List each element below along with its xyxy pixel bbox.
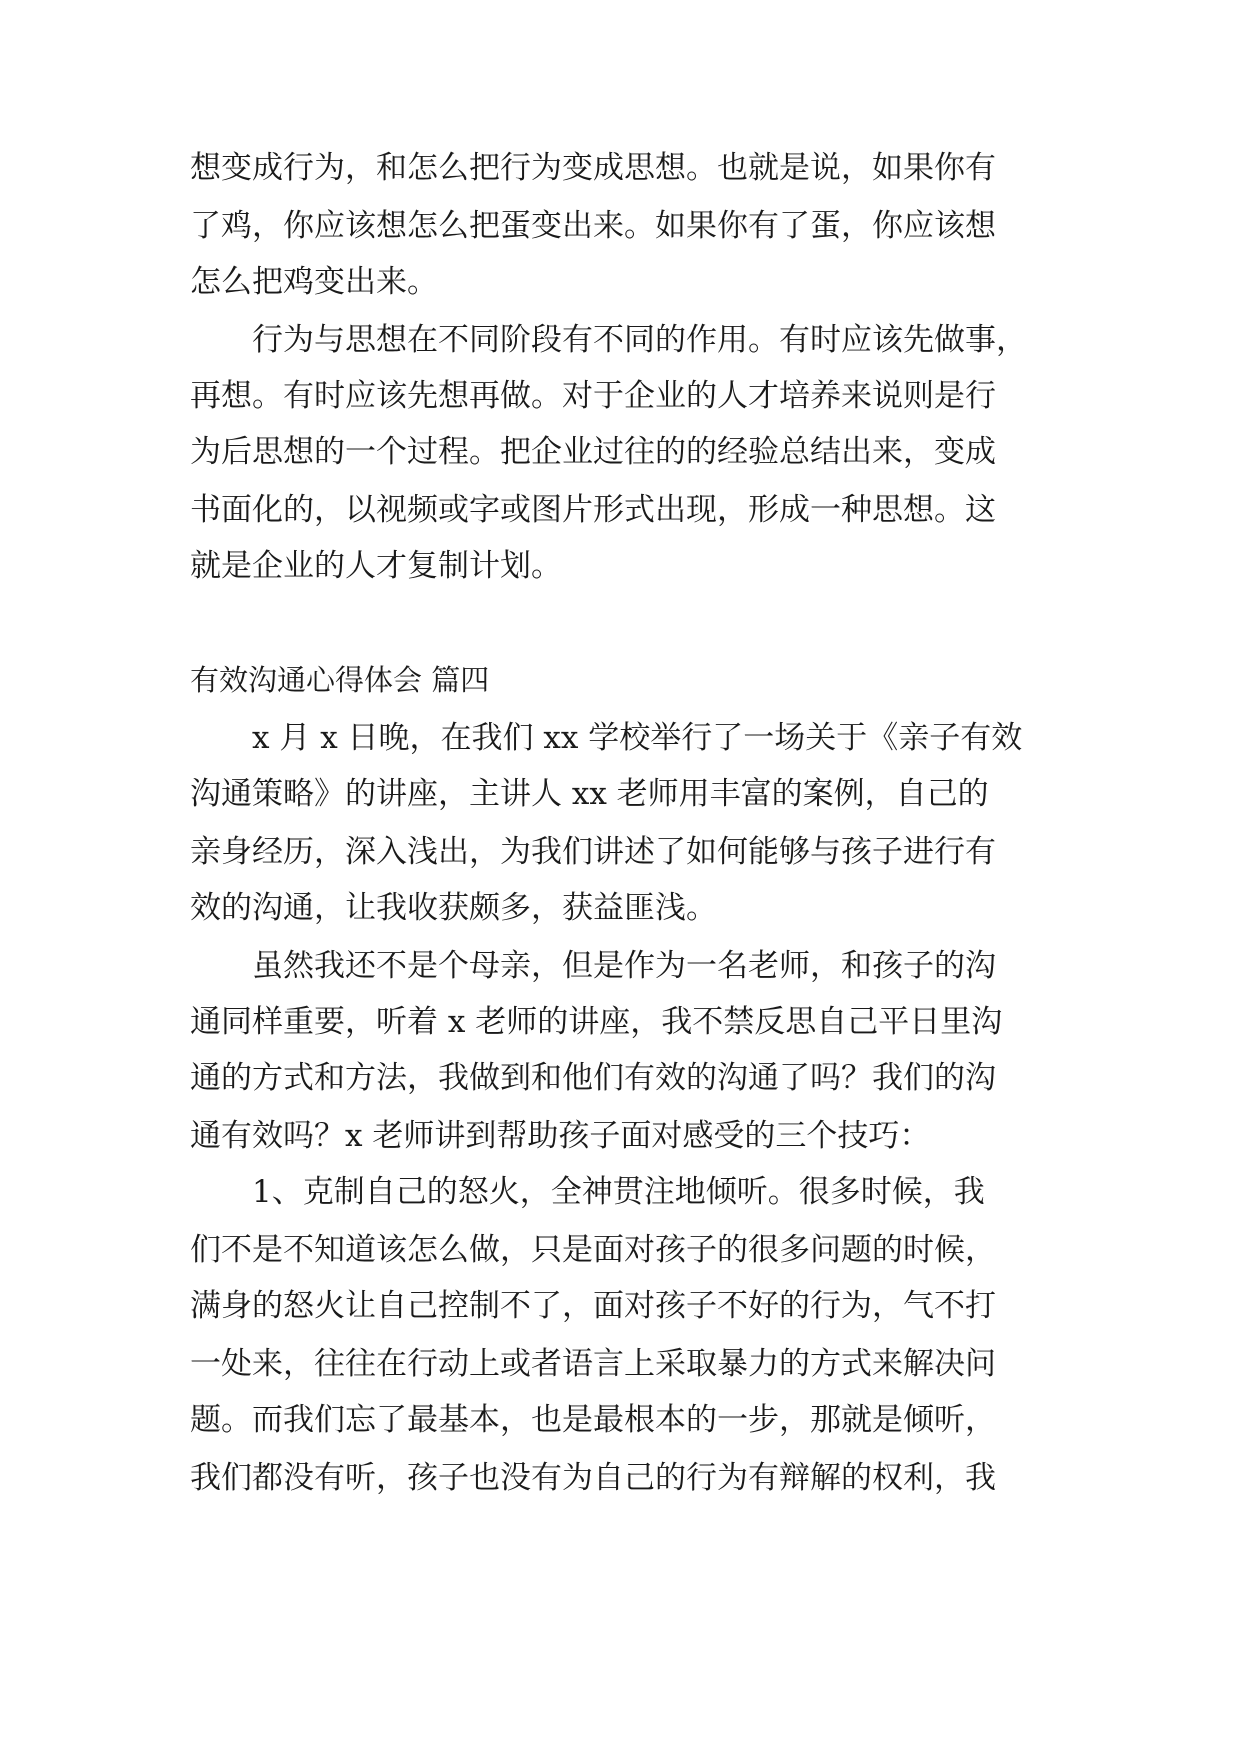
text-line: 再想。有时应该先想再做。对于企业的人才培养来说则是行 [190,378,996,414]
paragraph-first-line: x 月 x 日晚，在我们 xx 学校举行了一场关于《亲子有效 [252,720,1023,756]
text-line: 书面化的，以视频或字或图片形式出现，形成一种思想。这 [190,492,996,528]
section-heading: 有效沟通心得体会 篇四 [190,663,490,697]
text-line: 通同样重要，听着 x 老师的讲座，我不禁反思自己平日里沟 [190,1004,1003,1040]
text-line: 怎么把鸡变出来。 [190,264,438,300]
text-line: 我们都没有听，孩子也没有为自己的行为有辩解的权利，我 [190,1460,996,1496]
text-line: 满身的怒火让自己控制不了，面对孩子不好的行为，气不打 [190,1288,996,1324]
text-line: 通有效吗？x 老师讲到帮助孩子面对感受的三个技巧： [190,1118,931,1154]
text-line: 题。而我们忘了最基本，也是最根本的一步，那就是倾听， [190,1402,996,1438]
text-line: 效的沟通，让我收获颇多，获益匪浅。 [190,890,717,926]
text-line: 沟通策略》的讲座，主讲人 xx 老师用丰富的案例，自己的 [190,776,989,812]
paragraph-first-line: 行为与思想在不同阶段有不同的作用。有时应该先做事， [252,322,1027,358]
text-line: 就是企业的人才复制计划。 [190,548,562,584]
text-line: 一处来，往往在行动上或者语言上采取暴力的方式来解决问 [190,1346,996,1382]
text-line: 为后思想的一个过程。把企业过往的的经验总结出来，变成 [190,434,996,470]
paragraph-first-line: 1、克制自己的怒火，全神贯注地倾听。很多时候，我 [252,1174,985,1210]
text-line: 们不是不知道该怎么做，只是面对孩子的很多问题的时候， [190,1232,996,1268]
text-line: 想变成行为，和怎么把行为变成思想。也就是说，如果你有 [190,150,996,186]
paragraph-first-line: 虽然我还不是个母亲，但是作为一名老师，和孩子的沟 [252,948,996,984]
text-line: 通的方式和方法，我做到和他们有效的沟通了吗？我们的沟 [190,1060,996,1096]
text-line: 了鸡，你应该想怎么把蛋变出来。如果你有了蛋，你应该想 [190,208,996,244]
text-line: 亲身经历，深入浅出，为我们讲述了如何能够与孩子进行有 [190,834,996,870]
